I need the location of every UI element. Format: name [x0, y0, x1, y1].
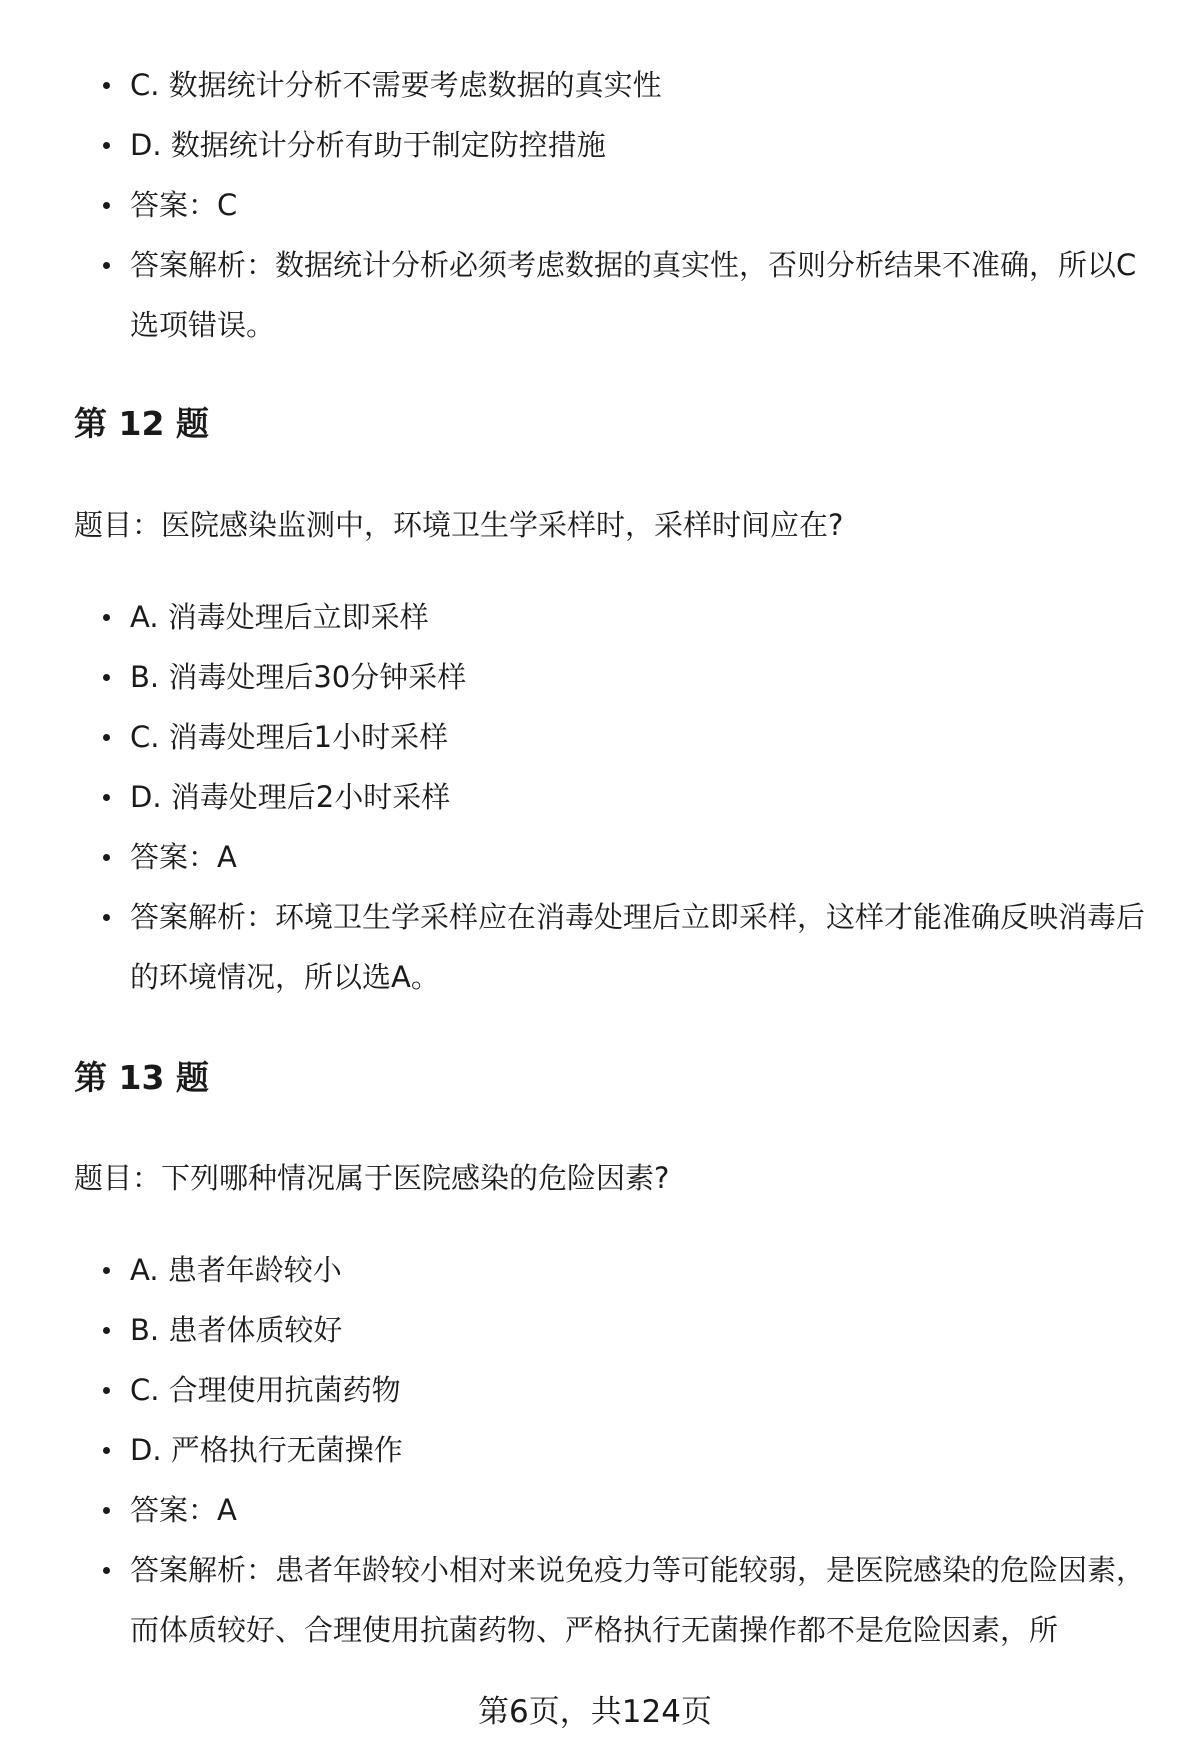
- q13-explanation: 答案解析：患者年龄较小相对来说免疫力等可能较弱，是医院感染的危险因素，而体质较好、合理使用抗菌药物、严格执行无菌操作都不是危险因素，所: [100, 1540, 1160, 1660]
- q12-option-c: C. 消毒处理后1小时采样: [100, 707, 1160, 767]
- q11-option-c: C. 数据统计分析不需要考虑数据的真实性: [100, 55, 1160, 115]
- q13-options: [100, 1240, 1160, 1660]
- q12-explanation: 答案解析：环境卫生学采样应在消毒处理后立即采样，这样才能准确反映消毒后的环境情况，所以选A。: [100, 887, 1160, 1007]
- q13-option-c: C. 合理使用抗菌药物: [100, 1360, 1160, 1420]
- q12-option-a: A. 消毒处理后立即采样: [100, 587, 1160, 647]
- q11-options: [100, 55, 1160, 355]
- q12-stem: 题目：医院感染监测中，环境卫生学采样时，采样时间应在?: [74, 508, 844, 542]
- q13-stem: 题目：下列哪种情况属于医院感染的危险因素?: [74, 1161, 670, 1195]
- q12-option-d: D. 消毒处理后2小时采样: [100, 767, 1160, 827]
- q12-answer: 答案：A: [100, 827, 1160, 887]
- q11-explanation: 答案解析：数据统计分析必须考虑数据的真实性，否则分析结果不准确，所以C选项错误。: [100, 235, 1160, 355]
- q13-option-b: B. 患者体质较好: [100, 1300, 1160, 1360]
- q12-option-b: B. 消毒处理后30分钟采样: [100, 647, 1160, 707]
- page-number: 第6页，共124页: [478, 1694, 712, 1730]
- q11-option-d: D. 数据统计分析有助于制定防控措施: [100, 115, 1160, 175]
- q12-title: 第 12 题: [74, 404, 209, 443]
- q13-option-a: A. 患者年龄较小: [100, 1240, 1160, 1300]
- q13-option-d: D. 严格执行无菌操作: [100, 1420, 1160, 1480]
- q13-title: 第 13 题: [74, 1058, 209, 1097]
- q11-answer: 答案：C: [100, 175, 1160, 235]
- q12-options: [100, 587, 1160, 1007]
- q13-answer: 答案：A: [100, 1480, 1160, 1540]
